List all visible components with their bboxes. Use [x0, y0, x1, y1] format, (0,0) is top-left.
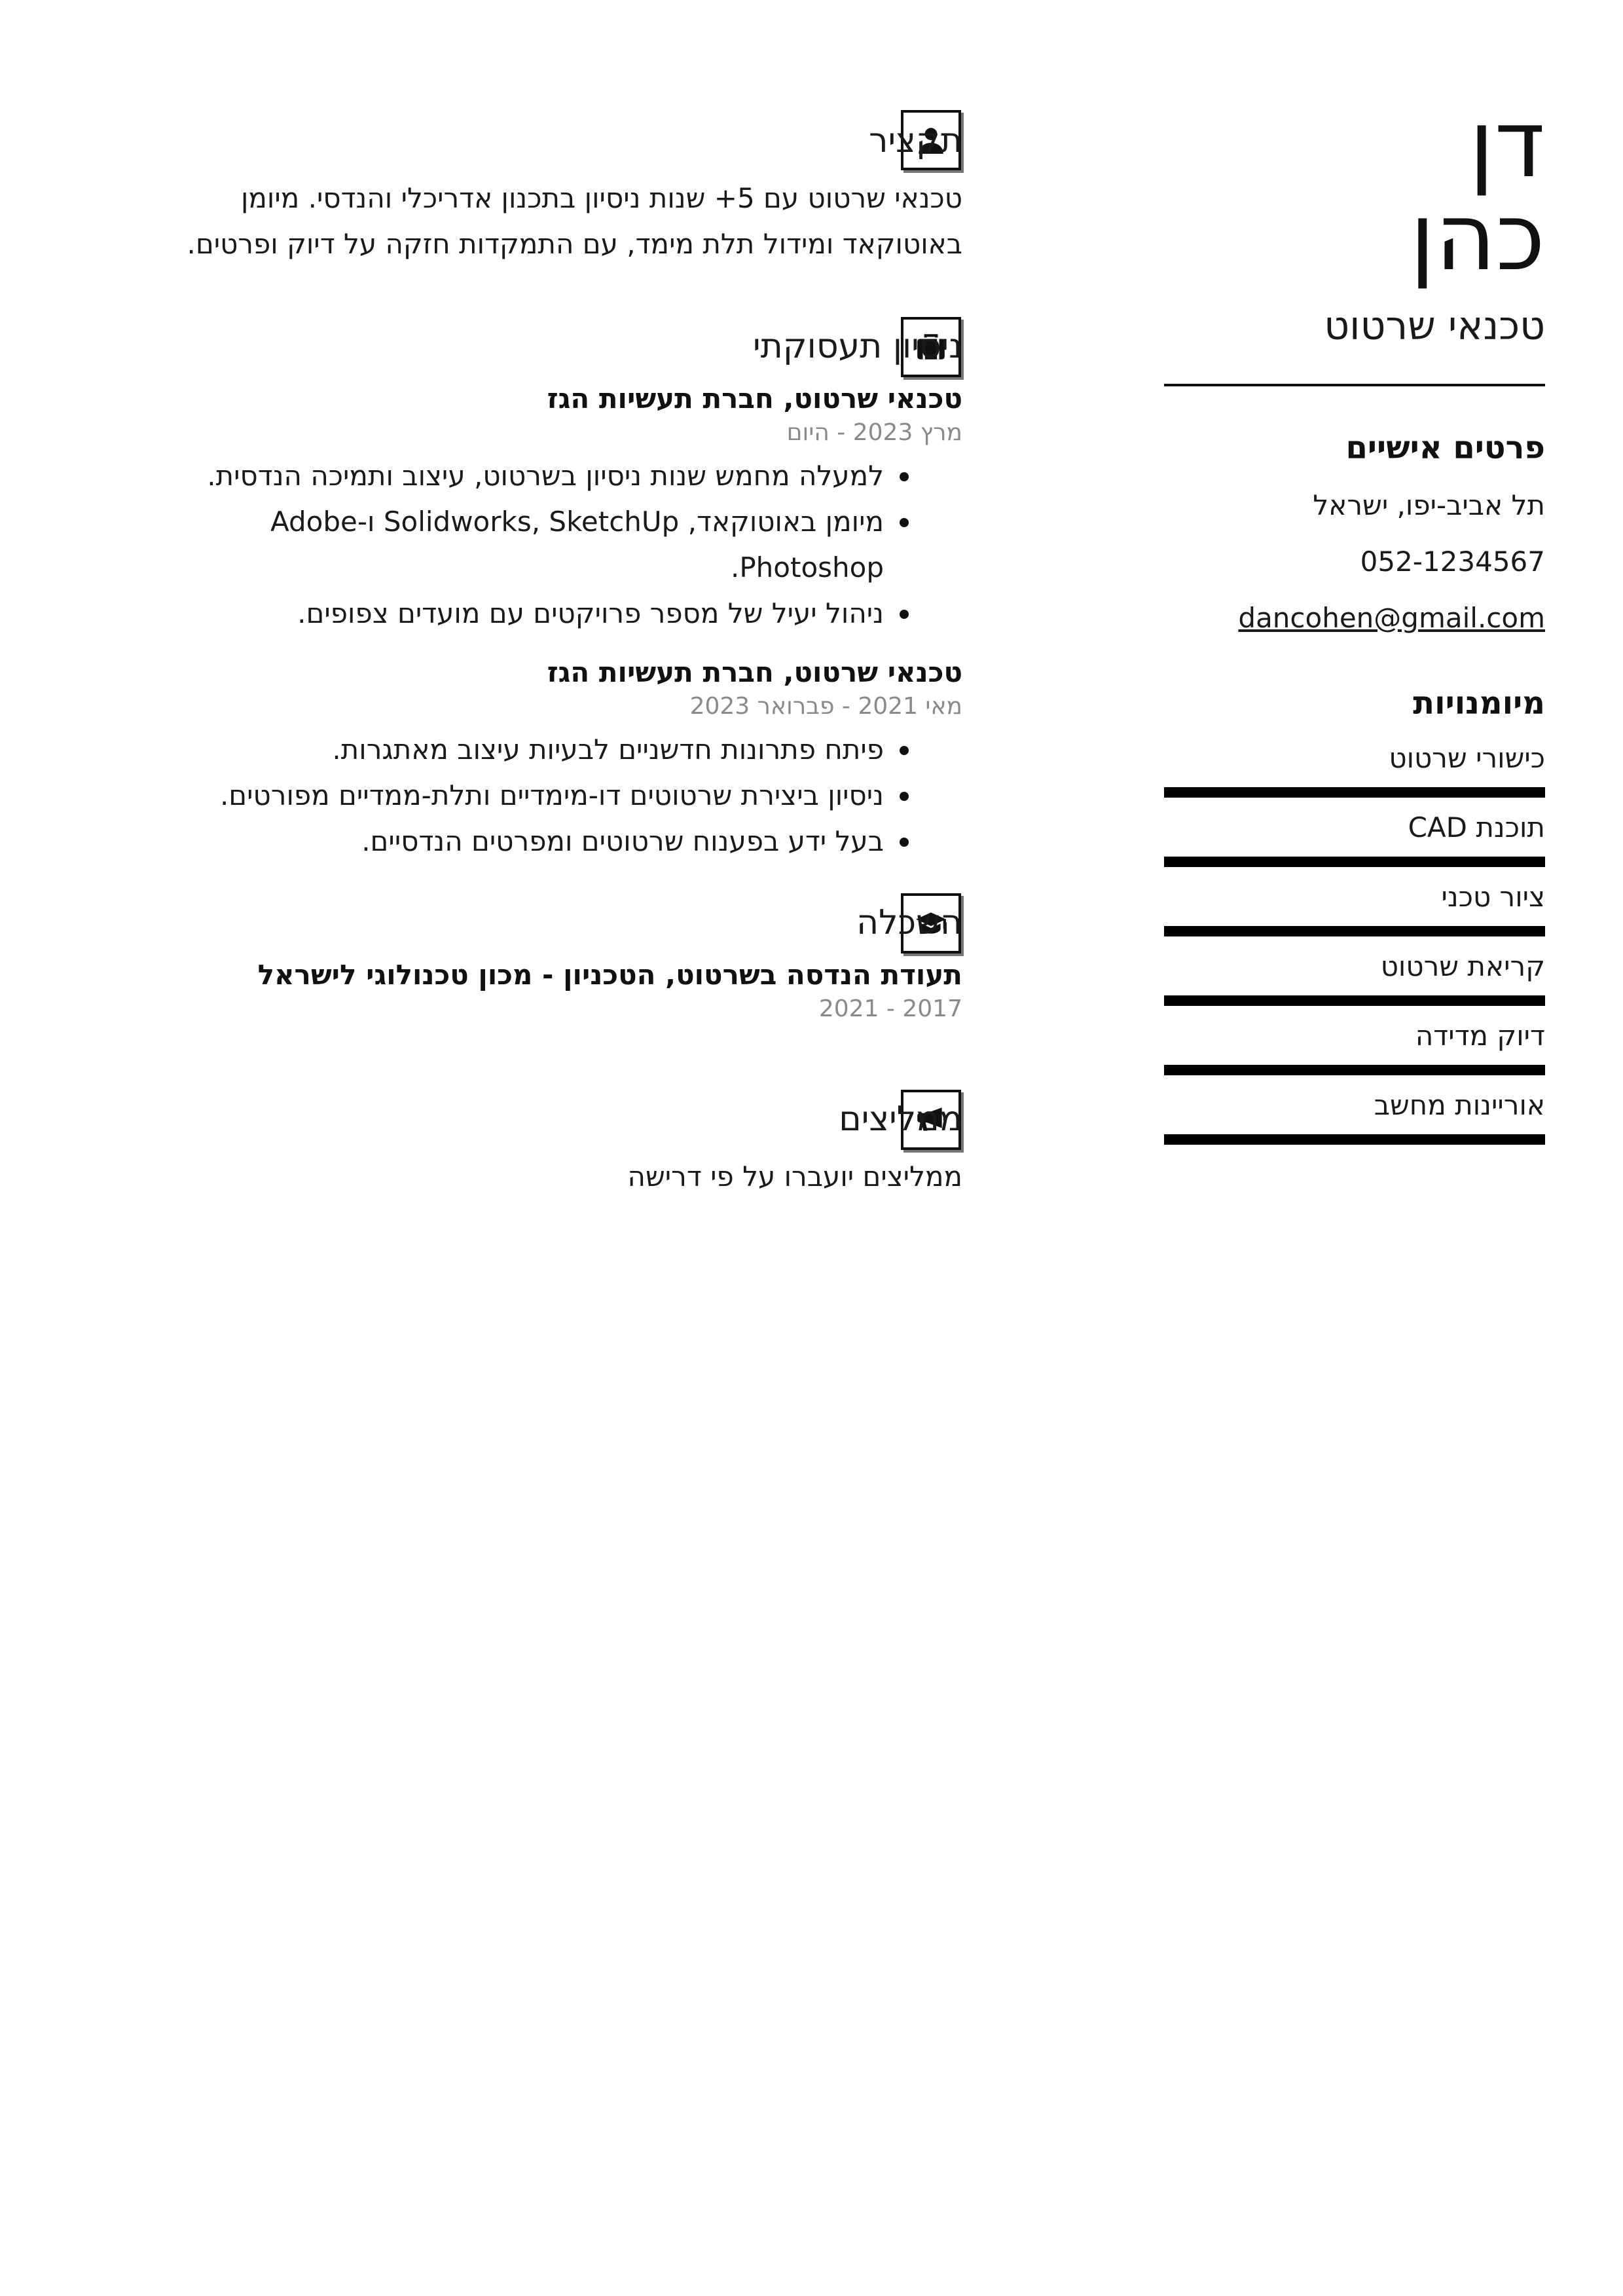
education-section [118, 900, 962, 1024]
skill-bar [1164, 857, 1545, 867]
references-section [118, 1096, 962, 1200]
skill-bar-fill [1164, 995, 1545, 1006]
list-item: ניסיון ביצירת שרטוטים דו-מימדיים ותלת-ממדיים מפורטים. [118, 773, 962, 819]
experience-heading: ניסיון תעסוקתי [752, 327, 962, 366]
job-bullets [118, 453, 962, 637]
skill-bar [1164, 1065, 1545, 1075]
summary-section [118, 118, 962, 267]
skill-item [1164, 808, 1545, 867]
list-item: מיומן באוטוקאד, Solidworks, SketchUp ו-Adobe Photoshop. [118, 499, 962, 591]
list-item: למעלה מחמש שנות ניסיון בשרטוט, עיצוב ותמיכה הנדסית. [118, 453, 962, 499]
job-date: מרץ 2023 - היום [786, 419, 962, 446]
references-text: ממליצים יועברו על פי דרישה [627, 1160, 962, 1193]
summary-heading: תקציר [869, 121, 962, 160]
education-heading: השכלה [856, 903, 962, 942]
skill-item [1164, 1086, 1545, 1145]
job-entry [118, 380, 962, 637]
job-entry [118, 654, 962, 864]
job-title: טכנאי שרטוט, חברת תעשיות הגז [547, 382, 962, 415]
skill-bar [1164, 995, 1545, 1006]
education-date: 2017 - 2021 [818, 995, 962, 1022]
skill-bar [1164, 787, 1545, 798]
sidebar [1164, 90, 1545, 1145]
skill-bar [1164, 926, 1545, 936]
degree-title: תעודת הנדסה בשרטוט, הטכניון - מכון טכנולוגי לישראל [257, 959, 962, 991]
phone: 052-1234567 [1360, 546, 1545, 578]
job-title: טכנאי שרטוט, חברת תעשיות הגז [547, 656, 962, 688]
skills-heading: מיומנויות [1413, 685, 1545, 722]
experience-section [118, 324, 962, 864]
job-bullets [118, 727, 962, 864]
job-role: טכנאי שרטוט [1324, 303, 1545, 349]
skill-bar-fill [1164, 1134, 1545, 1145]
skill-bar-fill [1164, 1065, 1545, 1075]
skill-bar-fill [1164, 926, 1545, 936]
personal-details-heading: פרטים אישיים [1345, 430, 1545, 466]
summary-text: טכנאי שרטוט עם 5+ שנות ניסיון בתכנון אדריכלי והנדסי. מיומן באוטוקאד ומידול תלת מימד, עם התמקדות חזקה על דיוק ופרטים. [187, 182, 962, 260]
divider [1164, 384, 1545, 386]
skill-item [1164, 739, 1545, 798]
skill-label: אוריינות מחשב [1374, 1089, 1545, 1121]
list-item: בעל ידע בפענוח שרטוטים ומפרטים הנדסיים. [118, 819, 962, 864]
list-item: פיתח פתרונות חדשניים לבעיות עיצוב מאתגרות. [118, 727, 962, 773]
job-date: מאי 2021 - פברואר 2023 [689, 693, 962, 720]
location: תל אביב-יפו, ישראל [1313, 489, 1545, 521]
skill-item [1164, 947, 1545, 1006]
skill-label: קריאת שרטוט [1380, 950, 1545, 982]
skills-list [1164, 739, 1545, 1145]
skill-label: ציור טכני [1441, 881, 1545, 913]
skill-bar-fill [1164, 857, 1545, 867]
list-item: ניהול יעיל של מספר פרויקטים עם מועדים צפופים. [118, 591, 962, 637]
skill-label: דיוק מדידה [1415, 1020, 1545, 1052]
email-link[interactable]: dancohen@gmail.com [1238, 602, 1545, 634]
skill-bar-fill [1164, 787, 1545, 798]
skill-item [1164, 878, 1545, 936]
skill-label: כישורי שרטוט [1389, 742, 1545, 774]
last-name: כהן [1410, 183, 1545, 291]
skill-bar [1164, 1134, 1545, 1145]
skill-label: תוכנת CAD [1408, 811, 1545, 843]
skill-item [1164, 1016, 1545, 1075]
references-heading: ממליצים [839, 1100, 962, 1139]
first-name: דן [1468, 90, 1545, 198]
